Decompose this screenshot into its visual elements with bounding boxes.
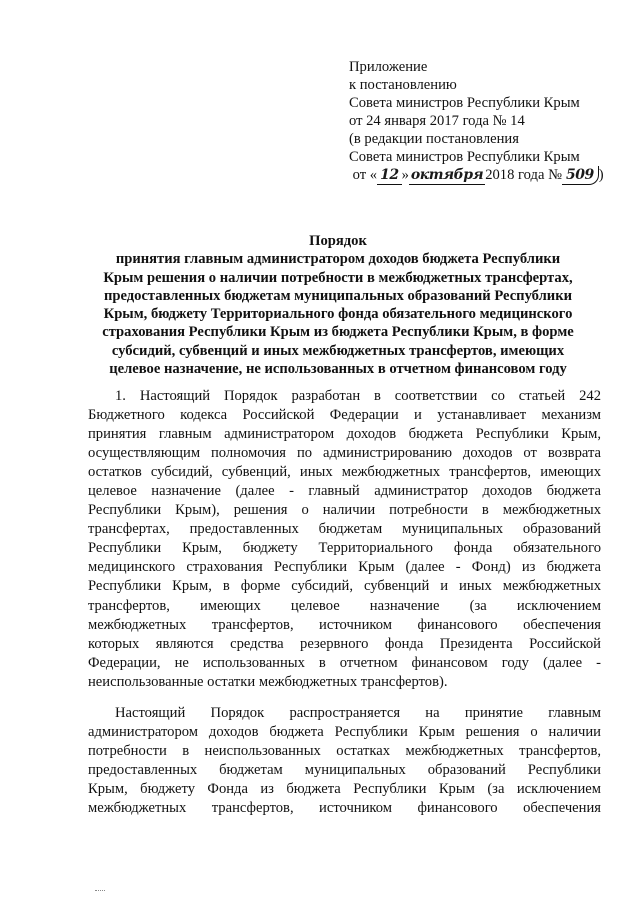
date-mid: » (401, 167, 409, 183)
date-prefix: от « (352, 167, 378, 183)
paragraph-line: неиспользованные остатки межбюджетных трансфертов). (88, 673, 448, 690)
paragraph-line: целевое назначение (далее - главный администратор доходов бюджета (88, 483, 601, 500)
date-suffix: ) (598, 167, 604, 183)
handwritten-number: 509 (562, 166, 599, 185)
paragraph-line: межбюджетных трансфертов, источником финансового обеспечения (88, 616, 601, 633)
paragraph-line: трансфертов, имеющих целевое назначение (за исключением (88, 597, 601, 614)
paragraph-line: Федерации, не использованных в отчетном финансовом году (далее - (88, 654, 601, 671)
title-line: предоставленных бюджетам муниципальных образований Республики (103, 287, 573, 304)
handwritten-month: октября (410, 167, 484, 183)
title-line: Крым решения о наличии потребности в межбюджетных трансфертах, (103, 269, 573, 286)
title-heading: Порядок (309, 233, 367, 249)
title-line: принятия главным администратором доходов бюджета Республики (115, 251, 561, 268)
paragraph-line: Настоящий Порядок распространяется на принятие главным (115, 705, 601, 721)
appendix-line: Приложение (349, 59, 428, 75)
title-line: страхования Республики Крым из бюджета Республики Крым, в форме (102, 324, 574, 341)
title-line: субсидий, субвенций и иных межбюджетных трансфертов, имеющих (111, 342, 565, 359)
amendment-date-line (349, 166, 634, 185)
paragraph-line: трансфертах, предоставленных бюджетам муниципальных образований (88, 521, 601, 538)
handwritten-day: 12 (377, 166, 401, 185)
paragraph-line: предоставленных бюджетам муниципальных образований Республики (88, 762, 601, 779)
scan-artifact (95, 886, 105, 891)
date-year: 2018 года № (485, 167, 562, 183)
document-title (84, 232, 592, 378)
paragraph-line: администратором доходов бюджета Республики Крым решения о наличии (88, 724, 601, 741)
appendix-line: (в редакции постановления (349, 131, 519, 147)
appendix-line: от 24 января 2017 года № 14 (349, 113, 525, 129)
paragraph-1 (88, 387, 601, 692)
paragraph-line: Республики Крым, в форме субсидий, субвенций и иных межбюджетных (88, 578, 601, 595)
paragraph-line: Крым, бюджету Фонда из бюджета Республики Крым (за исключением (88, 781, 601, 798)
paragraph-line: которых являются средства резервного фонда Президента Российской (88, 635, 601, 652)
paragraph-line: 1. Настоящий Порядок разработан в соответствии со статьей 242 (115, 388, 601, 404)
paragraph-line: Бюджетного кодекса Российской Федерации и устанавливает механизм (88, 407, 601, 424)
appendix-line: Совета министров Республики Крым (349, 149, 580, 165)
paragraph-line: осуществляющим полномочия по администрированию доходов от возврата (88, 445, 601, 462)
paragraph-line: межбюджетных трансфертов, источником финансового обеспечения (88, 800, 601, 817)
paragraph-line: принятия главным администратором доходов бюджета Республики Крым, (88, 426, 601, 443)
paragraph-line: потребности в неиспользованных остатках межбюджетных трансфертов, (88, 743, 601, 760)
paragraph-line: медицинского страхования Республики Крым (далее - Фонд) из бюджета (88, 559, 601, 576)
paragraph-line: Республики Крым), решения о наличии потребности в межбюджетных (88, 502, 601, 519)
title-line: Крым, бюджету Территориального фонда обязательного медицинского (103, 306, 573, 323)
paragraph-2 (88, 704, 601, 818)
title-line: целевое назначение, не использованных в отчетном финансовом году (109, 361, 567, 378)
appendix-header (349, 58, 634, 185)
paragraph-line: остатков субсидий, субвенций, иных межбюджетных трансфертов, имеющих (88, 464, 601, 481)
appendix-line: к постановлению (349, 77, 457, 93)
paragraph-line: Республики Крым, бюджету Территориального фонда обязательного (88, 540, 601, 557)
appendix-line: Совета министров Республики Крым (349, 95, 580, 111)
